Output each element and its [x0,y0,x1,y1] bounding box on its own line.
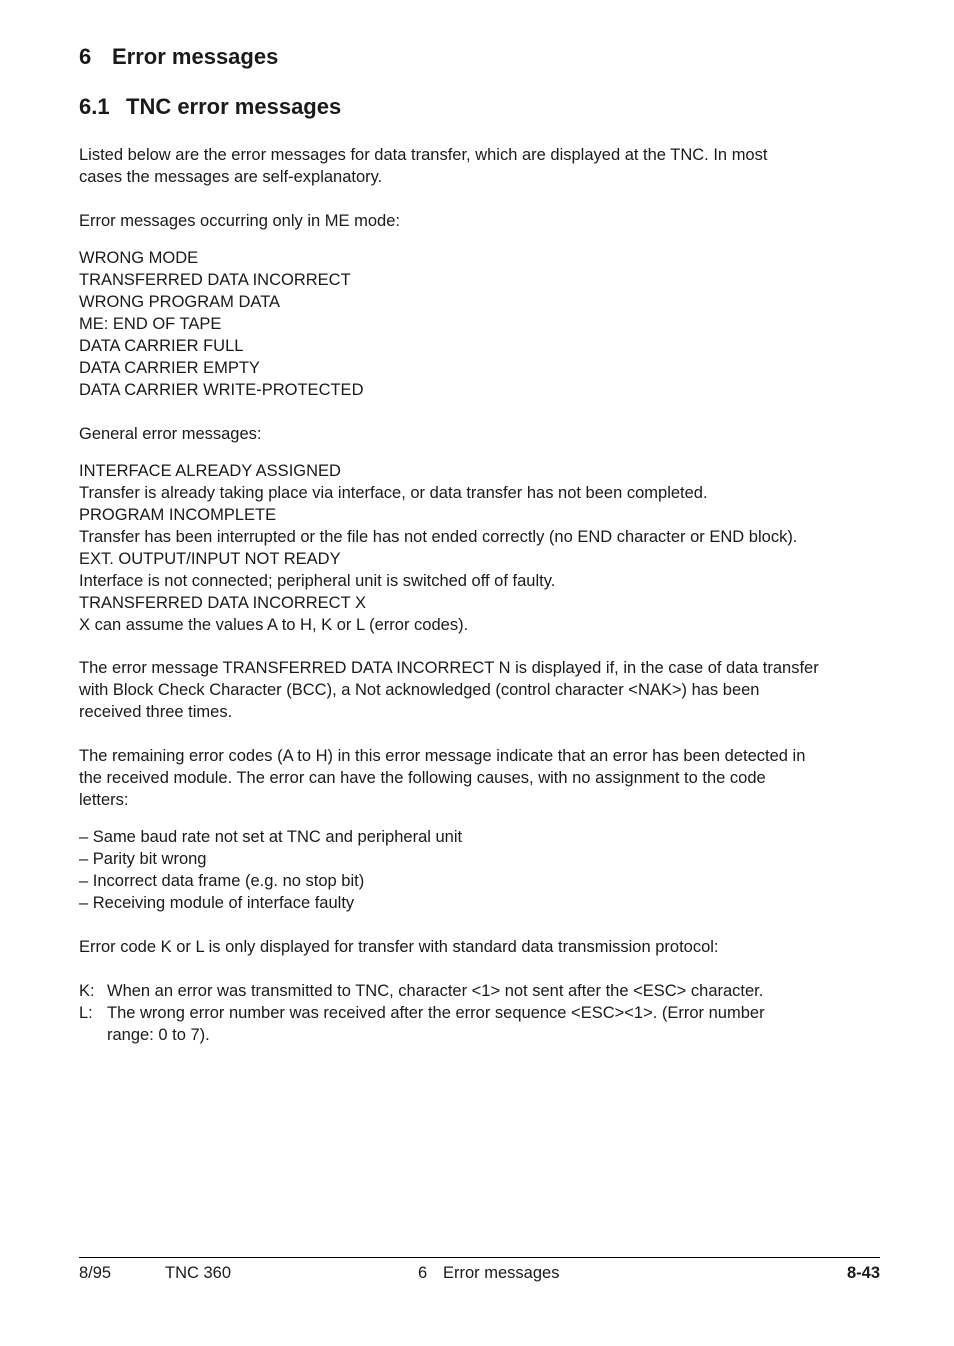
page-number: 8-43 [846,1264,880,1282]
error-description: X can assume the values A to H, K or L (error codes). [79,616,469,634]
me-mode-error-list [79,247,879,401]
chapter-heading [79,44,278,70]
me-mode-intro: Error messages occurring only in ME mode: [79,212,400,230]
intro-line: Listed below are the error messages for data transfer, which are displayed at the TNC. In most [79,146,768,164]
list-item: – Parity bit wrong [79,850,207,868]
list-item: – Incorrect data frame (e.g. no stop bit) [79,872,365,890]
chapter-number: 6 [79,44,92,69]
error-description: Transfer is already taking place via interface, or data transfer has not been completed. [79,484,708,502]
code-k-key: K: [79,982,95,1000]
code-k-text: When an error was transmitted to TNC, character <1> not sent after the <ESC> character. [107,982,764,1000]
intro-paragraph [79,144,879,188]
error-item: EXT. OUTPUT/INPUT NOT READY [79,550,341,568]
error-item: DATA CARRIER FULL [79,337,244,355]
code-definitions [79,980,879,1046]
code-k-item [79,980,879,1002]
error-item: PROGRAM INCOMPLETE [79,506,277,524]
error-item: WRONG PROGRAM DATA [79,293,281,311]
code-l-text: range: 0 to 7). [107,1026,210,1044]
causes-list [79,826,879,914]
error-item: DATA CARRIER EMPTY [79,359,260,377]
chapter-title: Error messages [112,44,279,69]
error-item: DATA CARRIER WRITE-PROTECTED [79,381,364,399]
intro-line: cases the messages are self-explanatory. [79,168,383,186]
footer-section-number: 6 [418,1264,428,1282]
code-l-text: The wrong error number was received after the error sequence <ESC><1>. (Error number [107,1004,765,1022]
error-item: ME: END OF TAPE [79,315,222,333]
footer-section [418,1262,559,1284]
section-title: TNC error messages [126,94,342,119]
error-description: Interface is not connected; peripheral unit is switched off of faulty. [79,572,556,590]
footer-model: TNC 360 [165,1264,232,1282]
error-description: Transfer has been interrupted or the file has not ended correctly (no END character or END block). [79,528,798,546]
footer-section-title: Error messages [443,1264,560,1282]
error-item: INTERFACE ALREADY ASSIGNED [79,462,341,480]
code-l-item [79,1002,879,1046]
section-number: 6.1 [79,94,110,119]
list-item: – Same baud rate not set at TNC and peripheral unit [79,828,463,846]
list-item: – Receiving module of interface faulty [79,894,355,912]
code-l-key: L: [79,1004,93,1022]
kl-intro: Error code K or L is only displayed for transfer with standard data transmission protocol: [79,938,719,956]
general-error-list [79,460,879,636]
error-codes-paragraph: The remaining error codes (A to H) in this error message indicate that an error has been detected in the received module. The error can have the following causes, with no assignment to the code letters: [79,747,806,809]
error-n-paragraph: The error message TRANSFERRED DATA INCORRECT N is displayed if, in the case of data transfer with Block Check Character (BCC), a Not acknowledged (control character <NAK>) has been received three times. [79,659,819,721]
section-heading [79,94,341,120]
error-item: TRANSFERRED DATA INCORRECT [79,271,351,289]
general-intro: General error messages: [79,425,262,443]
footer-date: 8/95 [79,1264,112,1282]
footer-divider [79,1257,880,1258]
error-item: TRANSFERRED DATA INCORRECT X [79,594,366,612]
error-item: WRONG MODE [79,249,199,267]
